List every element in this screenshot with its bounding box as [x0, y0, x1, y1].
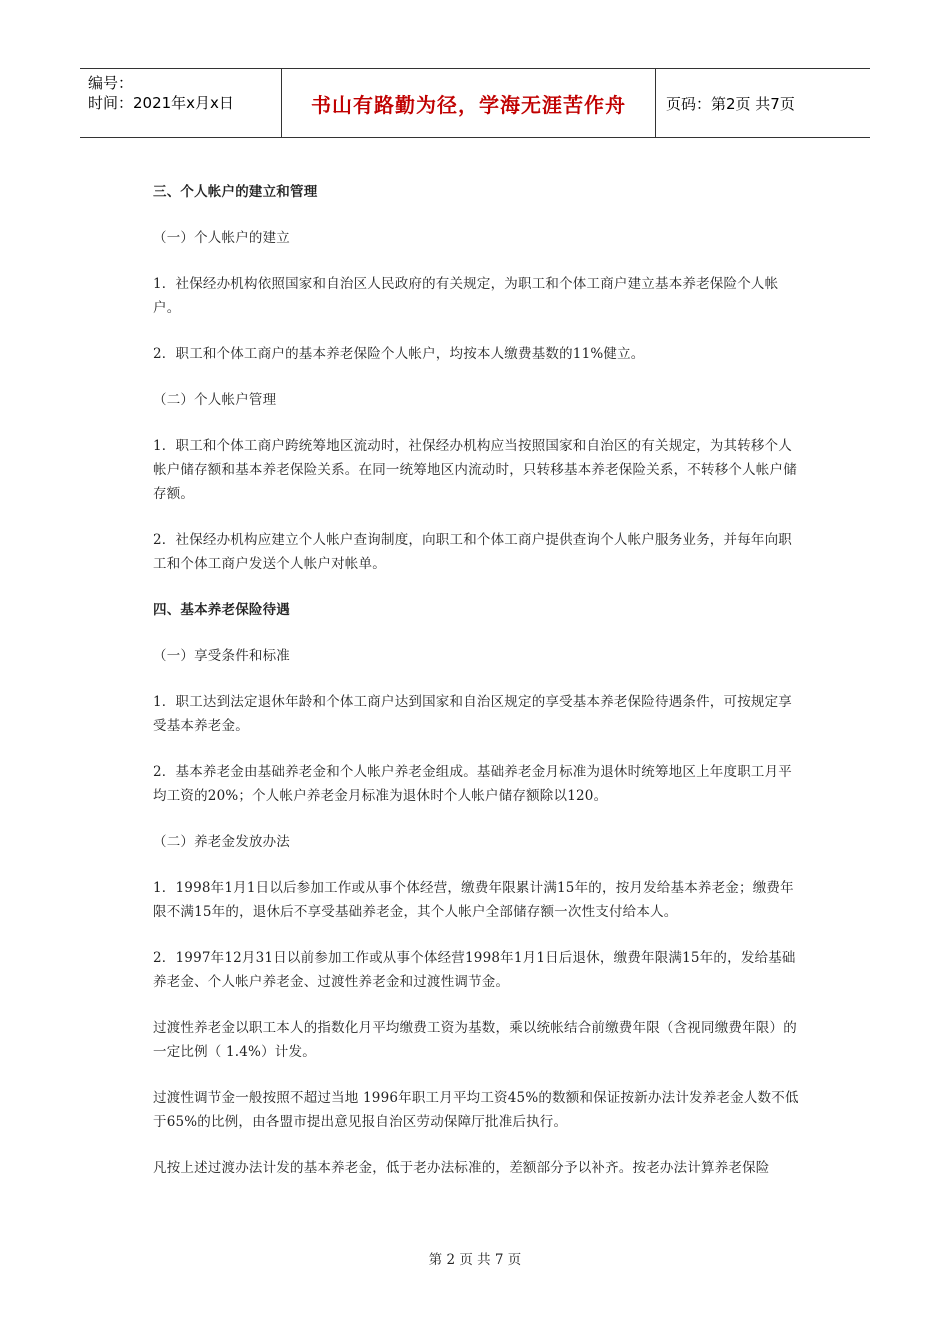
doc-time-label: 时间：2021年x月x日 [88, 94, 234, 112]
paragraph: 凡按上述过渡办法计发的基本养老金，低于老办法标准的，差额部分予以补齐。按老办法计算养老保险 [153, 1160, 770, 1176]
paragraph: 2．1997年12月31日以前参加工作或从事个体经营1998年1月1日后退休，缴费年限满15年的，发给基础养老金、个人帐户养老金、过渡性养老金和过渡性调节金。 [153, 950, 796, 990]
doc-number-label: 编号： [88, 74, 134, 92]
paragraph: 2．职工和个体工商户的基本养老保险个人帐户，均按本人缴费基数的11%健立。 [153, 346, 645, 362]
section-heading: 四、基本养老保险待遇 [153, 602, 290, 618]
subsection-heading: （一）享受条件和标准 [153, 648, 290, 664]
subsection-heading: （二）养老金发放办法 [153, 834, 290, 850]
header-meta [80, 69, 282, 137]
header-motto: 书山有路勤为径，学海无涯苦作舟 [282, 69, 656, 137]
section-heading: 三、个人帐户的建立和管理 [153, 184, 318, 200]
paragraph: 1．社保经办机构依照国家和自治区人民政府的有关规定，为职工和个体工商户建立基本养老保险个人帐户。 [153, 276, 779, 316]
document-body [153, 180, 801, 1202]
paragraph: 1．1998年1月1日以后参加工作或从事个体经营，缴费年限累计满15年的，按月发给基本养老金；缴费年限不满15年的，退休后不享受基础养老金，其个人帐户全部储存额一次性支付给本人。 [153, 880, 794, 920]
page-footer: 第 2 页 共 7 页 [428, 1252, 522, 1268]
paragraph: 2．基本养老金由基础养老金和个人帐户养老金组成。基础养老金月标准为退休时统筹地区上年度职工月平均工资的20%；个人帐户养老金月标准为退休时个人帐户储存额除以120。 [153, 764, 792, 804]
document-header [80, 68, 870, 138]
paragraph: 过渡性调节金一般按照不超过当地 1996年职工月平均工资45%的数额和保证按新办法计发养老金人数不低于65%的比例，由各盟市提出意见报自治区劳动保障厅批准后执行。 [153, 1090, 799, 1130]
paragraph: 过渡性养老金以职工本人的指数化月平均缴费工资为基数，乘以统帐结合前缴费年限（含视同缴费年限）的一定比例（ 1.4%）计发。 [153, 1020, 797, 1060]
paragraph: 1．职工和个体工商户跨统筹地区流动时，社保经办机构应当按照国家和自治区的有关规定，为其转移个人帐户储存额和基本养老保险关系。在同一统筹地区内流动时，只转移基本养老保险关系，不转移个人帐户储存额。 [153, 438, 797, 502]
paragraph: 1．职工达到法定退休年龄和个体工商户达到国家和自治区规定的享受基本养老保险待遇条件，可按规定享受基本养老金。 [153, 694, 792, 734]
header-page-code: 页码：第2页 共7页 [666, 94, 795, 113]
paragraph: 2．社保经办机构应建立个人帐户查询制度，向职工和个体工商户提供查询个人帐户服务业务，并每年向职工和个体工商户发送个人帐户对帐单。 [153, 532, 792, 572]
subsection-heading: （一）个人帐户的建立 [153, 230, 290, 246]
subsection-heading: （二）个人帐户管理 [153, 392, 277, 408]
